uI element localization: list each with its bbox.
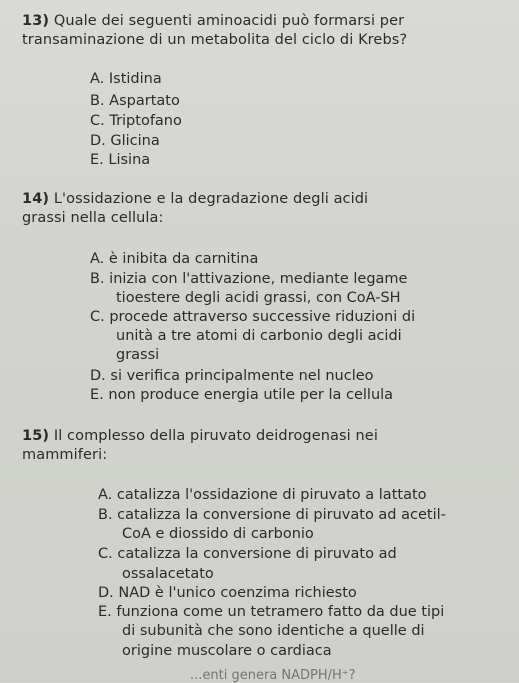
q14-option-a: A. è inibita da carnitina (90, 251, 259, 267)
q15-option-e-cont2: origine muscolare o cardiaca (122, 643, 332, 659)
q15-option-b: B. catalizza la conversione di piruvato ad acetil- (98, 507, 446, 523)
question-15 (22, 427, 502, 465)
question-15-text-line1: Il complesso della piruvato deidrogenasi nei (53, 428, 378, 444)
q14-option-b: B. inizia con l'attivazione, mediante legame (90, 271, 408, 287)
q15-option-c-cont: ossalacetato (122, 566, 214, 582)
question-13-text-line1: Quale dei seguenti aminoacidi può formarsi per (53, 13, 405, 29)
q13-option-b: B. Aspartato (90, 93, 180, 109)
q15-option-c: C. catalizza la conversione di piruvato ad (98, 546, 397, 562)
q14-option-b-cont: tioestere degli acidi grassi, con CoA-SH (116, 290, 401, 306)
next-question-fragment: ...enti genera NADPH/H⁺? (190, 668, 356, 683)
q15-option-b-cont: CoA e diossido di carbonio (122, 526, 314, 542)
question-14-text-line1: L'ossidazione e la degradazione degli acidi (53, 191, 369, 207)
q13-option-c: C. Triptofano (90, 113, 182, 129)
q13-option-e: E. Lisina (90, 152, 151, 168)
question-13-text-line2: transaminazione di un metabolita del ciclo di Krebs? (22, 32, 408, 48)
question-13 (22, 12, 502, 50)
question-13-number: 13) (22, 13, 50, 29)
q13-option-d: D. Glicina (90, 133, 160, 149)
question-14 (22, 190, 502, 228)
q14-option-d: D. si verifica principalmente nel nucleo (90, 368, 374, 384)
question-14-text-line2: grassi nella cellula: (22, 210, 164, 226)
q14-option-c: C. procede attraverso successive riduzioni di (90, 309, 416, 325)
question-15-number: 15) (22, 428, 50, 444)
q15-option-a: A. catalizza l'ossidazione di piruvato a lattato (98, 487, 427, 503)
q14-option-e: E. non produce energia utile per la cellula (90, 387, 394, 403)
q13-option-a: A. Istidina (90, 71, 162, 87)
q14-option-c-cont1: unità a tre atomi di carbonio degli acidi (116, 328, 402, 344)
question-15-text-line2: mammiferi: (22, 447, 108, 463)
q15-option-e-cont1: di subunità che sono identiche a quelle di (122, 623, 425, 639)
q14-option-c-cont2: grassi (116, 347, 160, 363)
q15-option-e: E. funziona come un tetramero fatto da due tipi (98, 604, 445, 620)
question-14-number: 14) (22, 191, 50, 207)
q15-option-d: D. NAD è l'unico coenzima richiesto (98, 585, 357, 601)
